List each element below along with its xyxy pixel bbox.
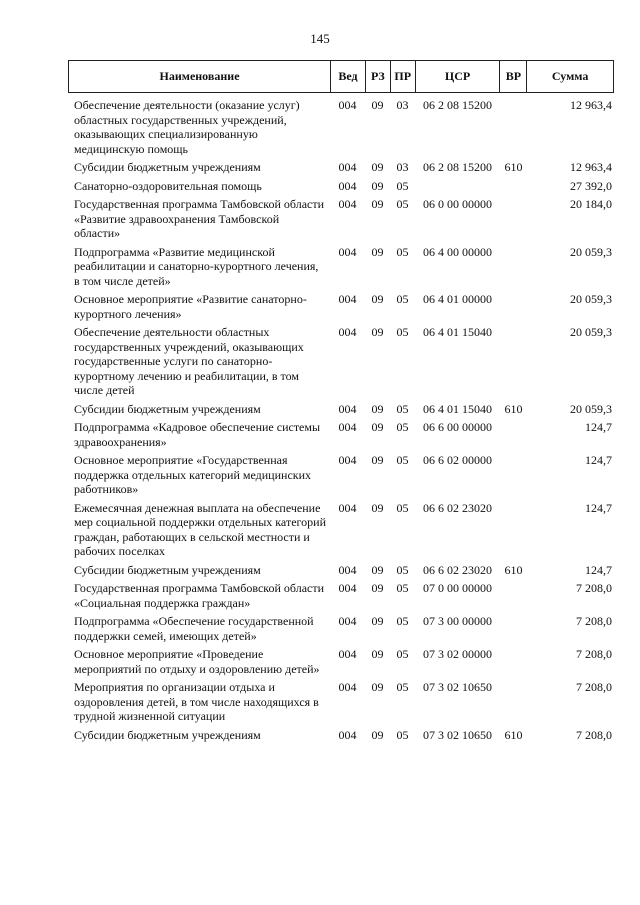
cell-csr: 06 6 00 00000	[423, 420, 492, 434]
cell-csr: 06 6 02 00000	[423, 453, 492, 467]
cell-vr	[500, 680, 527, 724]
cell-sum: 7 208,0	[576, 680, 612, 694]
cell-sum: 124,7	[585, 500, 612, 515]
cell-csr: 06 4 01 00000	[423, 292, 492, 306]
cell-ved: 004	[338, 420, 357, 434]
cell-name: Субсидии бюджетным учреждениям	[74, 401, 261, 416]
cell-ved: 004	[338, 197, 357, 211]
cell-csr: 07 3 00 00000	[423, 614, 492, 628]
cell-rz: 09	[371, 420, 384, 434]
cell-rz: 09	[371, 647, 384, 661]
cell-csr: 06 6 02 23020	[423, 562, 492, 577]
cell-pr: 03	[396, 98, 409, 112]
cell-pr: 05	[396, 197, 409, 211]
cell-pr: 05	[396, 401, 409, 416]
table-row	[68, 614, 614, 643]
cell-sum: 7 208,0	[576, 581, 612, 595]
cell-vr	[500, 325, 527, 398]
cell-pr: 05	[396, 244, 409, 259]
table-row	[68, 197, 614, 241]
cell-ved: 004	[338, 325, 357, 339]
cell-name: Ежемесячная денежная выплата на обеспечение мер социальной поддержки отдельных категорий граждан, работающих в сельской местности и рабочих поселках	[74, 500, 326, 558]
cell-name: Основное мероприятие «Развитие санаторно-курортного лечения»	[74, 292, 307, 321]
cell-ved: 004	[338, 614, 357, 628]
cell-name: Санаторно-оздоровительная помощь	[74, 178, 262, 193]
cell-pr: 05	[396, 453, 409, 467]
cell-csr: 07 3 02 10650	[423, 680, 492, 694]
cell-ved: 004	[338, 292, 357, 306]
cell-name: Субсидии бюджетным учреждениям	[74, 160, 261, 174]
table-row	[68, 563, 614, 578]
cell-name: Мероприятия по организации отдыха и оздоровления детей, в том числе находящихся в трудной жизненной ситуации	[74, 680, 319, 723]
cell-vr	[500, 98, 527, 156]
table-row	[68, 98, 614, 156]
cell-name: Обеспечение деятельности областных государственных учреждений, оказывающих государственные услуги по санаторно-курортному лечению и реабилитации, в том числе детей	[74, 325, 304, 397]
table-row	[68, 179, 614, 194]
cell-rz: 09	[371, 500, 384, 515]
cell-vr	[500, 179, 527, 194]
cell-ved: 004	[338, 160, 357, 174]
cell-name: Подпрограмма «Кадровое обеспечение системы здравоохранения»	[74, 420, 321, 449]
cell-vr	[500, 501, 527, 559]
table-header	[68, 60, 614, 93]
cell-ved: 004	[338, 647, 357, 661]
cell-csr: 07 0 00 00000	[423, 581, 492, 595]
cell-sum: 20 059,3	[570, 401, 612, 416]
cell-pr: 05	[396, 325, 409, 339]
cell-name: Государственная программа Тамбовской области «Развитие здравоохранения Тамбовской области»	[74, 197, 325, 240]
cell-vr	[500, 292, 527, 321]
cell-sum: 7 208,0	[576, 614, 612, 628]
cell-pr: 05	[396, 727, 409, 742]
cell-csr: 06 2 08 15200	[423, 160, 492, 174]
cell-sum: 12 963,4	[570, 98, 612, 112]
table-body	[68, 98, 614, 746]
cell-sum: 124,7	[585, 562, 612, 577]
cell-pr: 05	[396, 500, 409, 515]
cell-rz: 09	[371, 178, 384, 193]
cell-pr: 05	[396, 614, 409, 628]
cell-csr: 06 0 00 00000	[423, 197, 492, 211]
table-row	[68, 245, 614, 289]
cell-name: Подпрограмма «Обеспечение государственной поддержки семей, имеющих детей»	[74, 614, 314, 643]
cell-rz: 09	[371, 244, 384, 259]
cell-rz: 09	[371, 680, 384, 694]
page-number: 145	[310, 31, 330, 46]
cell-ved: 004	[338, 500, 357, 515]
table-row	[68, 453, 614, 497]
cell-ved: 004	[338, 401, 357, 416]
cell-pr: 05	[396, 647, 409, 661]
cell-pr: 05	[396, 420, 409, 434]
cell-rz: 09	[371, 98, 384, 112]
cell-csr: 06 4 01 15040	[423, 325, 492, 339]
table-row	[68, 581, 614, 610]
cell-sum: 124,7	[585, 453, 612, 467]
cell-vr: 610	[504, 727, 523, 742]
column-header-vr: ВР	[499, 61, 526, 92]
table-row	[68, 402, 614, 417]
cell-rz: 09	[371, 325, 384, 339]
cell-sum: 20 059,3	[570, 325, 612, 339]
cell-pr: 05	[396, 581, 409, 595]
cell-name: Основное мероприятие «Проведение мероприятий по отдыху и оздоровлению детей»	[74, 647, 320, 676]
cell-csr	[415, 179, 500, 194]
cell-name: Субсидии бюджетным учреждениям	[74, 562, 261, 577]
cell-name: Основное мероприятие «Государственная поддержка отдельных категорий медицинских работников»	[74, 453, 312, 496]
cell-rz: 09	[371, 453, 384, 467]
cell-rz: 09	[371, 581, 384, 595]
table-row	[68, 647, 614, 676]
cell-rz: 09	[371, 562, 384, 577]
cell-vr: 610	[504, 562, 523, 577]
cell-pr: 05	[396, 292, 409, 306]
cell-ved: 004	[338, 178, 357, 193]
cell-vr: 610	[504, 401, 523, 416]
cell-ved: 004	[338, 453, 357, 467]
cell-csr: 06 4 01 15040	[423, 401, 492, 416]
cell-vr	[500, 245, 527, 289]
cell-name: Субсидии бюджетным учреждениям	[74, 727, 261, 742]
cell-name: Обеспечение деятельности (оказание услуг) областных государственных учреждений, оказывающих специализированную медицинскую помощь	[74, 98, 300, 156]
cell-vr	[500, 453, 527, 497]
cell-sum: 20 059,3	[570, 292, 612, 306]
column-header-ved: Вед	[330, 61, 365, 92]
cell-csr: 06 6 02 23020	[423, 500, 492, 515]
cell-rz: 09	[371, 727, 384, 742]
cell-sum: 12 963,4	[570, 160, 612, 174]
cell-vr	[500, 420, 527, 449]
column-header-rz: РЗ	[365, 61, 390, 92]
cell-sum: 20 184,0	[570, 197, 612, 211]
cell-pr: 05	[396, 562, 409, 577]
cell-pr: 03	[396, 160, 409, 174]
cell-sum: 20 059,3	[570, 244, 612, 259]
table-row	[68, 501, 614, 559]
table-row	[68, 292, 614, 321]
column-header-pr: ПР	[390, 61, 415, 92]
cell-csr: 07 3 02 00000	[423, 647, 492, 661]
cell-name: Подпрограмма «Развитие медицинской реабилитации и санаторно-курортного лечения, в том числе детей»	[74, 244, 319, 288]
table-row	[68, 728, 614, 743]
cell-rz: 09	[371, 401, 384, 416]
column-header-csr: ЦСР	[415, 61, 500, 92]
cell-vr	[500, 197, 527, 241]
table-row	[68, 680, 614, 724]
cell-name: Государственная программа Тамбовской области «Социальная поддержка граждан»	[74, 581, 325, 610]
cell-vr	[500, 647, 527, 676]
cell-csr: 06 4 00 00000	[423, 244, 492, 259]
table-row	[68, 420, 614, 449]
cell-pr: 05	[396, 680, 409, 694]
cell-csr: 07 3 02 10650	[423, 727, 492, 742]
cell-rz: 09	[371, 292, 384, 306]
cell-vr	[500, 581, 527, 610]
cell-ved: 004	[338, 727, 357, 742]
cell-rz: 09	[371, 160, 384, 174]
cell-ved: 004	[338, 98, 357, 112]
cell-rz: 09	[371, 197, 384, 211]
table-row	[68, 160, 614, 175]
cell-ved: 004	[338, 581, 357, 595]
cell-rz: 09	[371, 614, 384, 628]
cell-vr: 610	[504, 160, 523, 174]
cell-ved: 004	[338, 562, 357, 577]
cell-ved: 004	[338, 244, 357, 259]
cell-sum: 124,7	[585, 420, 612, 434]
column-header-name: Наименование	[159, 69, 240, 83]
cell-csr: 06 2 08 15200	[423, 98, 492, 112]
column-header-sum: Сумма	[526, 61, 613, 92]
table-row	[68, 325, 614, 398]
cell-sum: 7 208,0	[576, 647, 612, 661]
cell-pr: 05	[396, 178, 409, 193]
cell-sum: 7 208,0	[576, 727, 612, 742]
cell-sum: 27 392,0	[570, 178, 612, 193]
cell-vr	[500, 614, 527, 643]
cell-ved: 004	[338, 680, 357, 694]
